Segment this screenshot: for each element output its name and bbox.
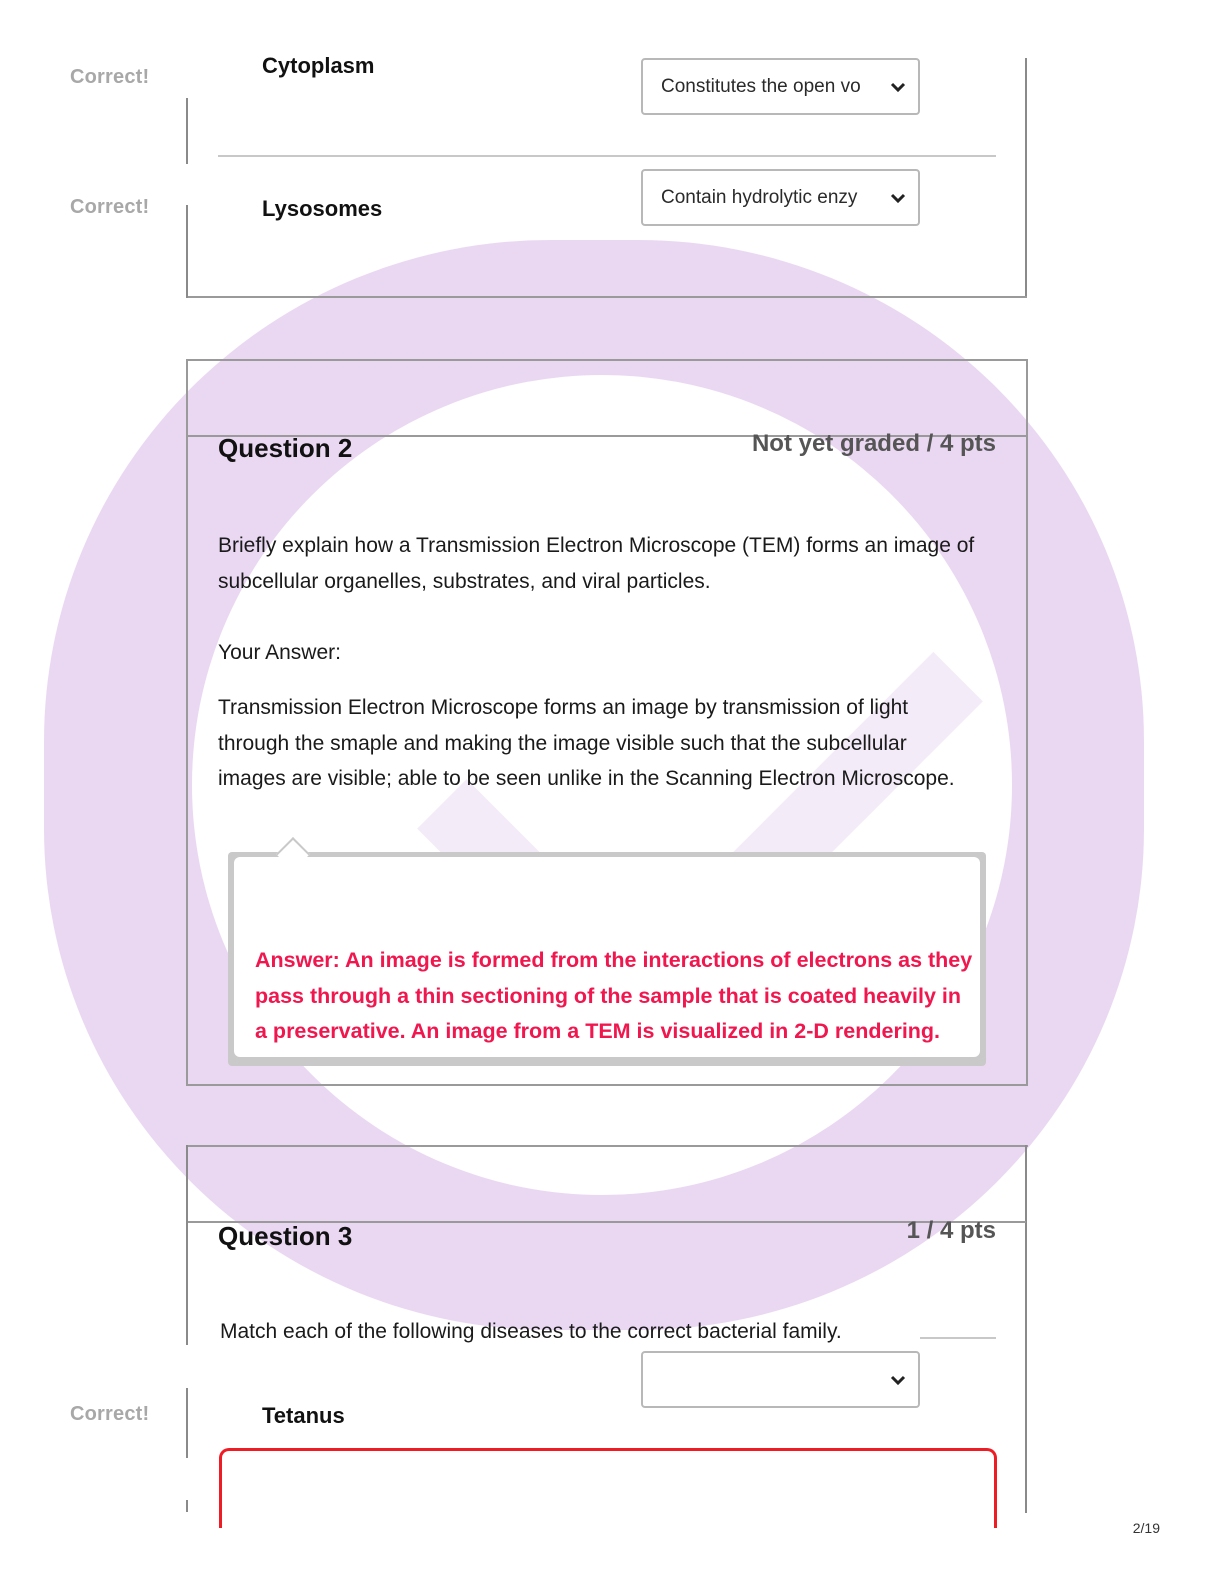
question-title: Question 2 <box>218 433 353 463</box>
question-points: 1 / 4 pts <box>906 1217 996 1244</box>
question-points: Not yet graded / 4 pts <box>751 430 996 457</box>
correct-label: Correct! <box>70 196 150 218</box>
q1-frame-right <box>1025 58 1027 298</box>
question-3-card-right <box>1025 1145 1027 1513</box>
match-item-label: Lysosomes <box>262 196 383 221</box>
match-select-tetanus[interactable] <box>641 1351 920 1408</box>
page-number: 2/19 <box>1132 1520 1160 1536</box>
chevron-down-icon <box>888 1353 908 1406</box>
question-prompt: Briefly explain how a Transmission Electron Microscope (TEM) forms an image of subcellular organelles, substrates, and viral particles. <box>218 534 975 593</box>
q1-frame-bottom <box>187 296 1027 298</box>
divider <box>218 155 996 157</box>
select-value: Constitutes the open vo <box>661 76 861 97</box>
feedback-answer-text: Answer: An image is formed from the interactions of electrons as they pass through a thin sectioning of the sample that is coated heavily in a preservative. An image from a TEM is visualized in 2-D rendering. <box>255 948 973 1043</box>
q1-frame-left <box>186 205 188 298</box>
match-item-label: Cytoplasm <box>262 53 375 78</box>
answer-marker-bar <box>186 1388 188 1458</box>
match-select-cytoplasm[interactable] <box>641 58 920 115</box>
correct-label: Correct! <box>70 1403 150 1425</box>
match-item-label: Tetanus <box>262 1403 345 1428</box>
match-select-lysosomes[interactable] <box>641 169 920 226</box>
your-answer-label: Your Answer: <box>218 641 341 664</box>
chevron-down-icon <box>888 171 908 224</box>
divider <box>920 1337 996 1339</box>
question-prompt: Match each of the following diseases to the correct bacterial family. <box>220 1320 842 1343</box>
question-3-card-left-continued <box>186 1500 188 1512</box>
answer-marker-bar <box>186 98 188 164</box>
your-answer-text: Transmission Electron Microscope forms an image by transmission of light through the smaple and making the image visible such that the subcellular images are visible; able to be seen unlike in the Scanning Electron Microscope. <box>218 696 955 790</box>
select-value: Contain hydrolytic enzy <box>661 187 858 208</box>
question-title: Question 3 <box>218 1221 353 1251</box>
question-3-card-left <box>186 1145 188 1345</box>
chevron-down-icon <box>888 60 908 113</box>
question-3-card-top <box>186 1145 1028 1147</box>
incorrect-answer-box <box>219 1448 997 1528</box>
correct-label: Correct! <box>70 66 150 88</box>
